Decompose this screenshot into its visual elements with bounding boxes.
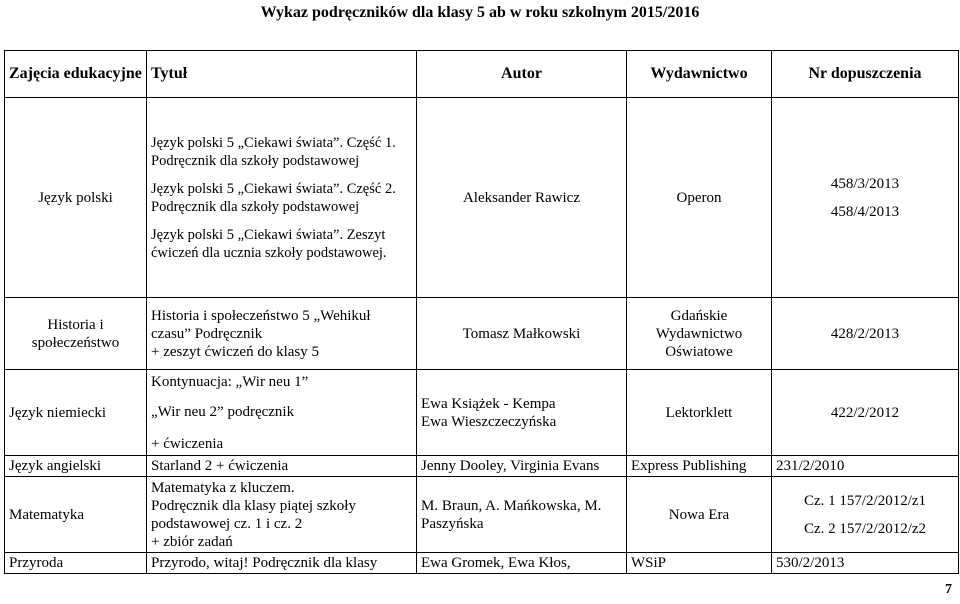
approval-item: Cz. 2 157/2/2012/z2 <box>803 520 927 537</box>
approval-item: 458/3/2013 <box>830 175 900 192</box>
subject-cell: Język polski <box>5 98 147 298</box>
publisher-cell: Operon <box>627 98 772 298</box>
subject-cell: Przyroda <box>5 553 147 574</box>
approval-cell: 231/2/2010 <box>772 456 959 477</box>
page-title: Wykaz podręczników dla klasy 5 ab w roku szkolnym 2015/2016 <box>260 4 700 21</box>
header-approval: Nr dopuszczenia <box>772 51 959 98</box>
title-line: Matematyka z kluczem. <box>151 479 295 496</box>
header-publisher: Wydawnictwo <box>627 51 772 98</box>
approval-cell: 530/2/2013 <box>772 553 959 574</box>
publisher-cell <box>627 298 772 370</box>
title-item: Język polski 5 „Ciekawi świata”. Część 1. Podręcznik dla szkoły podstawowej <box>151 134 396 169</box>
title-item: Język polski 5 „Ciekawi świata”. Zeszyt ćwiczeń dla ucznia szkoły podstawowej. <box>151 226 387 261</box>
title-cell <box>147 298 417 370</box>
author-line: Ewa Wieszczeczyńska <box>421 413 557 430</box>
subject-cell: Matematyka <box>5 477 147 553</box>
approval-cell <box>772 98 959 298</box>
header-author: Autor <box>417 51 627 98</box>
table-row <box>5 298 959 370</box>
title-cell <box>147 477 417 553</box>
title-item: Język polski 5 „Ciekawi świata”. Część 2. Podręcznik dla szkoły podstawowej <box>151 180 396 215</box>
header-title: Tytuł <box>147 51 417 98</box>
approval-item: Cz. 1 157/2/2012/z1 <box>803 492 927 509</box>
title-line: podstawowej cz. 1 i cz. 2 <box>151 515 303 532</box>
author-cell: Ewa Gromek, Ewa Kłos, <box>417 553 627 574</box>
title-cell: Starland 2 + ćwiczenia <box>147 456 417 477</box>
table-row <box>5 553 959 574</box>
author-line: Paszyńska <box>421 515 484 532</box>
approval-cell <box>772 477 959 553</box>
author-cell: Aleksander Rawicz <box>417 98 627 298</box>
subject-cell: Język niemiecki <box>5 370 147 456</box>
publisher-line: Gdańskie <box>670 307 728 324</box>
table-row <box>5 370 959 456</box>
header-subject: Zajęcia edukacyjne <box>5 51 147 98</box>
subject-cell: Historia i społeczeństwo <box>5 298 147 370</box>
title-line: czasu” Podręcznik <box>151 325 263 342</box>
approval-cell: 422/2/2012 <box>772 370 959 456</box>
publisher-line: Wydawnictwo <box>655 325 743 342</box>
title-line: Podręcznik dla klasy piątej szkoły <box>151 497 356 514</box>
title-line: + zeszyt ćwiczeń do klasy 5 <box>151 343 319 360</box>
author-cell <box>417 370 627 456</box>
approval-cell: 428/2/2013 <box>772 298 959 370</box>
publisher-cell: Nowa Era <box>627 477 772 553</box>
table-row <box>5 98 959 298</box>
approval-item: 458/4/2013 <box>830 203 900 220</box>
subject-cell: Język angielski <box>5 456 147 477</box>
title-line: „Wir neu 2” podręcznik <box>151 403 295 420</box>
publisher-cell: Express Publishing <box>627 456 772 477</box>
publisher-cell: WSiP <box>627 553 772 574</box>
title-line: + zbiór zadań <box>151 533 233 550</box>
title-line: Historia i społeczeństwo 5 „Wehikuł <box>151 307 371 324</box>
title-cell <box>147 98 417 298</box>
page-number: 7 <box>945 582 952 597</box>
author-cell: Jenny Dooley, Virginia Evans <box>417 456 627 477</box>
title-line: + ćwiczenia <box>151 435 224 452</box>
publisher-line: Oświatowe <box>665 343 733 360</box>
title-line: Kontynuacja: „Wir neu 1” <box>151 373 309 390</box>
author-cell <box>417 477 627 553</box>
publisher-cell: Lektorklett <box>627 370 772 456</box>
author-line: Ewa Książek - Kempa <box>421 395 556 412</box>
textbook-table <box>4 50 959 574</box>
table-row <box>5 477 959 553</box>
author-cell: Tomasz Małkowski <box>417 298 627 370</box>
title-cell <box>147 370 417 456</box>
table-header-row <box>5 51 959 98</box>
table-row <box>5 456 959 477</box>
title-cell: Przyrodo, witaj! Podręcznik dla klasy <box>147 553 417 574</box>
author-line: M. Braun, A. Mańkowska, M. <box>421 497 602 514</box>
